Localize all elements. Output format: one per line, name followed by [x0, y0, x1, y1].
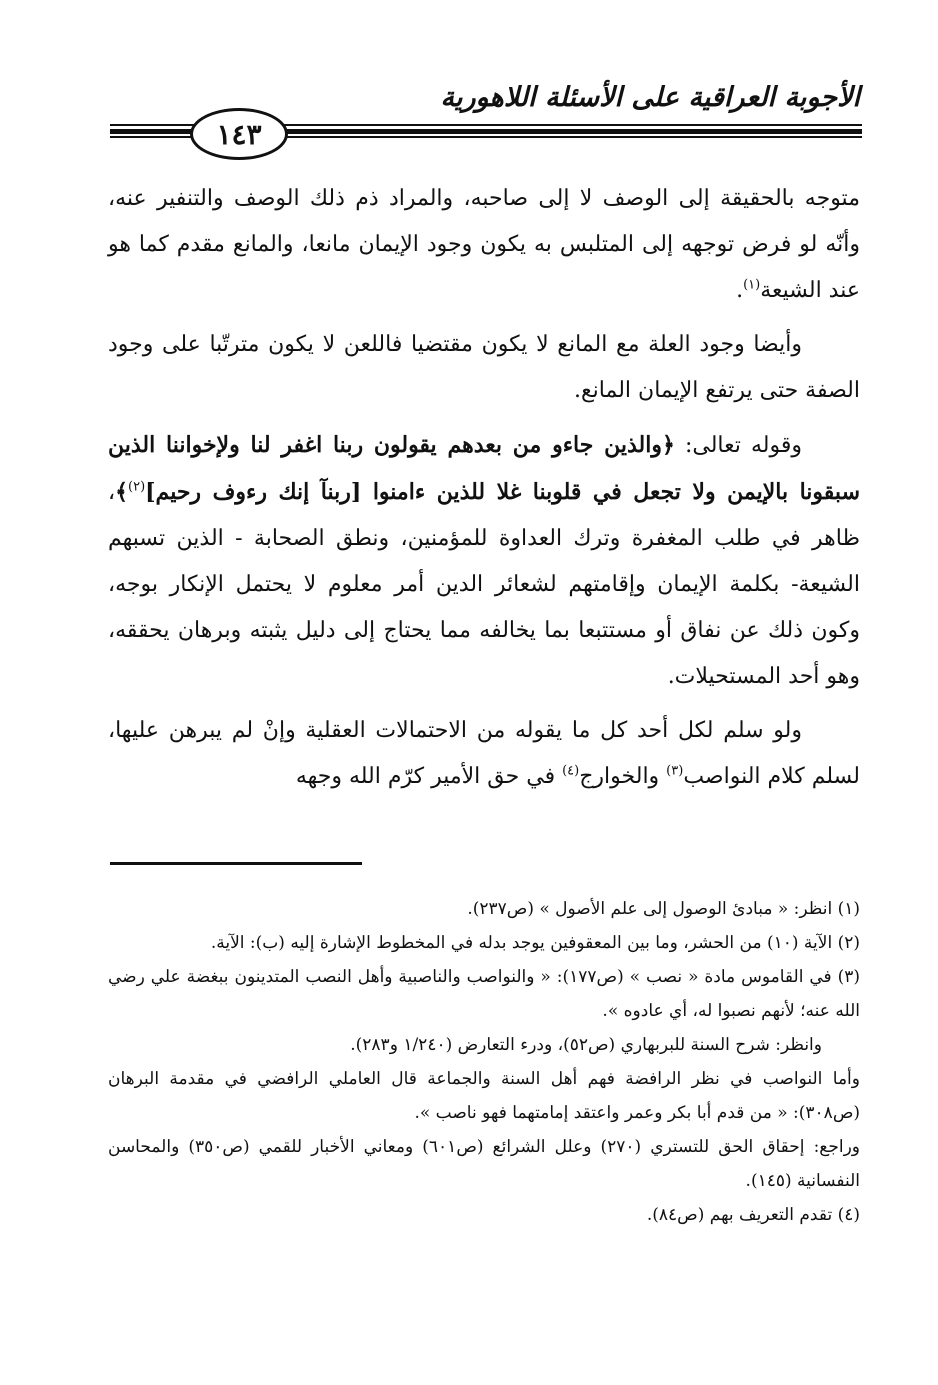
footnote-1: (١) انظر: « مبادئ الوصول إلى علم الأصول » (ص٢٣٧).	[467, 899, 860, 919]
quran-verse: ﴿والذين جاءو من بعدهم يقولون ربنا اغفر لنا ولإخواننا الذين سبقونا بالإيمن ولا تجعل في قلوبنا غلا للذين ءامنوا [ربنآ إنك رءوف رحيم]	[108, 432, 860, 505]
footnote-ref-4: (٤)	[562, 763, 580, 779]
footnote-3-see-also: وانظر: شرح السنة للبربهاري (ص٥٢)، ودرء التعارض (١/٢٤٠ و٢٨٣).	[350, 1035, 822, 1055]
footnote-ref-2: (٢)	[128, 479, 146, 495]
paragraph-4: ولو سلم لكل أحد كل ما يقوله من الاحتمالات العقلية وإنْ لم يبرهن عليها، لسلم كلام النواصب$^{(٣)}$ والخوارج$^{(٤)}$ في حق الأمير كرّم الله وجهه	[108, 718, 860, 789]
paragraph-1: متوجه بالحقيقة إلى الوصف لا إلى صاحبه، والمراد ذم ذلك الوصف والتنفير عنه، وأنّه لو فرض توجهه إلى المتلبس به يكون وجود الإيمان مانعا، والمانع مقدم كما هو عند الشيعة$^{(١)}$.	[108, 186, 860, 303]
footnote-ref-3: (٣)	[666, 763, 684, 779]
footnote-3-refs: وراجع: إحقاق الحق للتستري (٢٧٠) وعلل الشرائع (ص٦٠١) ومعاني الأخبار للقمي (ص٣٥٠) والمحاسن النفسانية (١٤٥).	[108, 1137, 860, 1191]
footnotes	[108, 892, 860, 1232]
footnote-4: (٤) تقدم التعريف بهم (ص٨٤).	[646, 1205, 860, 1225]
paragraph-3: وقوله تعالى: ﴿والذين جاءو من بعدهم يقولون ربنا اغفر لنا ولإخواننا الذين سبقونا بالإيمن ولا تجعل في قلوبنا غلا للذين ءامنوا [ربنآ إنك رءوف رحيم]$^{(٢)}$﴾، ظاهر في طلب المغفرة وترك العداوة للمؤمنين، ونطق الصحابة - الذين تسبهم الشيعة- بكلمة الإيمان وإقامتهم لشعائر الدين أمر معلوم لا يحتمل الإنكار بوجه، وكون ذلك عن نفاق أو مستتبعا بما يخالفه مما يحتاج إلى دليل يثبته وبرهان يحققه، وهو أحد المستحيلات.	[108, 432, 861, 689]
main-text	[108, 176, 860, 800]
footnote-separator	[110, 862, 362, 865]
running-title: الأجوبة العراقية على الأسئلة اللاهورية	[440, 82, 860, 113]
footnote-3-note: وأما النواصب في نظر الرافضة فهم أهل السنة والجماعة قال العاملي الرافضي في مقدمة البرهان (ص٣٠٨): « من قدم أبا بكر وعمر واعتقد إمامتهما فهو ناصب ».	[108, 1069, 860, 1123]
footnote-ref-1: (١)	[743, 277, 761, 293]
paragraph-2: وأيضا وجود العلة مع المانع لا يكون مقتضيا فاللعن لا يكون مترتّبا على وجود الصفة حتى يرتفع الإيمان المانع.	[108, 332, 860, 403]
footnote-2: (٢) الآية (١٠) من الحشر، وما بين المعقوفين يوجد بدله في المخطوط الإشارة إليه (ب): الآية.	[210, 933, 860, 953]
footnote-3: (٣) في القاموس مادة « نصب » (ص١٧٧): « والنواصب والناصبية وأهل النصب المتدينون ببغضة علي رضي الله عنه؛ لأنهم نصبوا له، أي عادوه ».	[108, 967, 861, 1021]
page-number: ١٤٣	[190, 108, 288, 160]
